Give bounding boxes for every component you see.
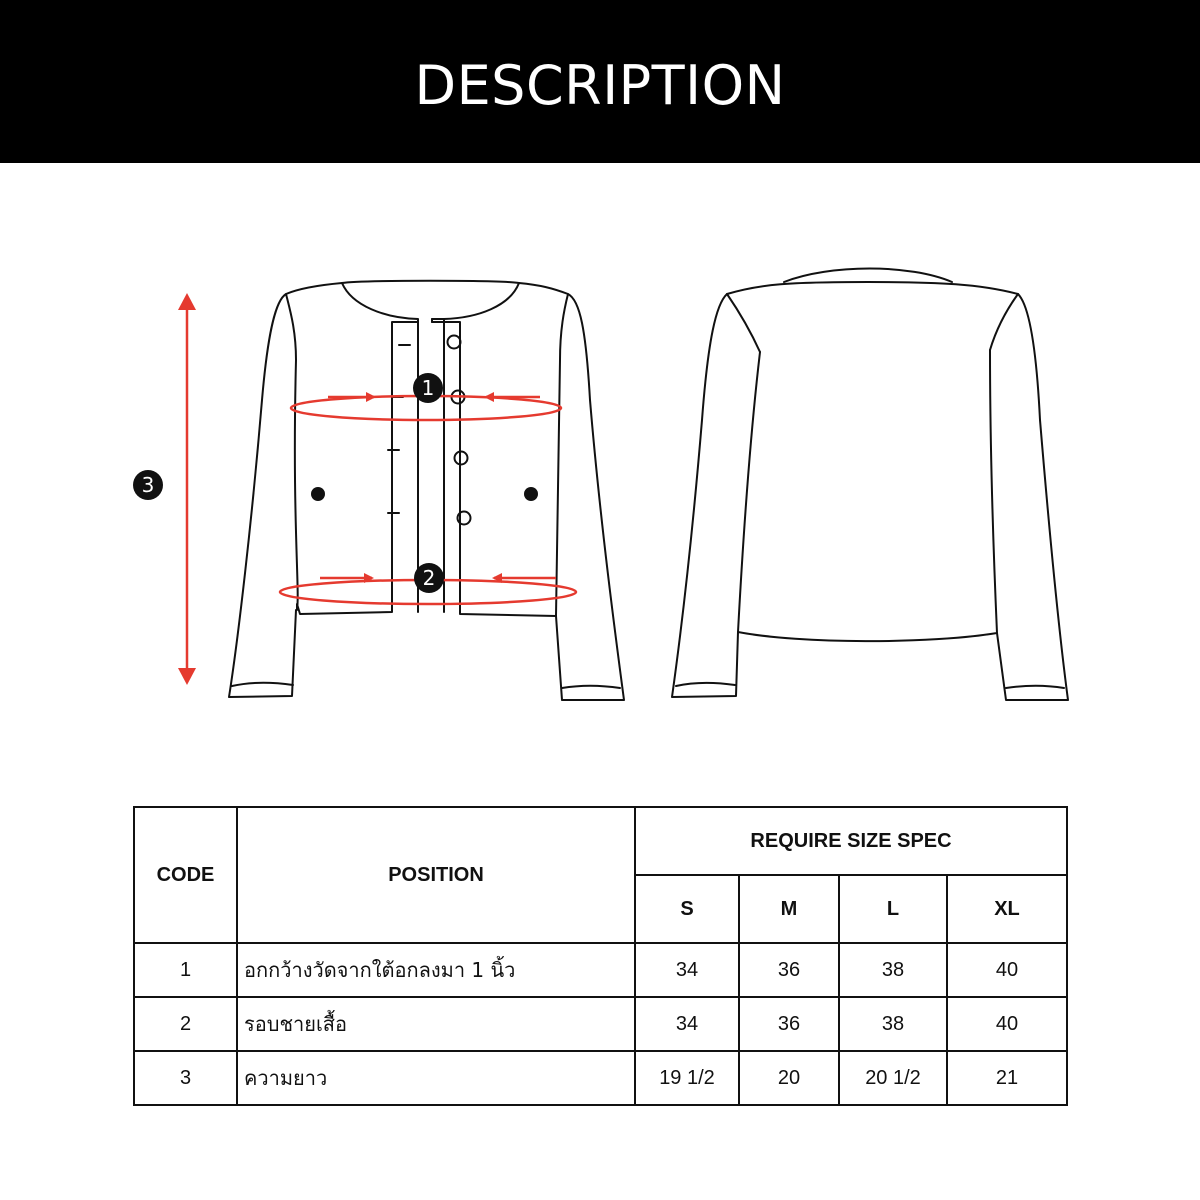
row-value-l: 38 xyxy=(839,997,947,1051)
front-right-sleeve xyxy=(556,294,624,700)
jacket-diagram xyxy=(0,163,1200,803)
row-position: รอบชายเสื้อ xyxy=(237,997,635,1051)
header-size-spec: REQUIRE SIZE SPEC xyxy=(635,807,1067,875)
table-row xyxy=(134,943,1067,997)
table-row xyxy=(134,997,1067,1051)
header-size-m: M xyxy=(739,875,839,943)
back-collar xyxy=(784,269,952,283)
svg-text:3: 3 xyxy=(141,473,155,497)
svg-text:1: 1 xyxy=(421,376,435,400)
pocket-dot-left xyxy=(311,487,325,501)
button-icon xyxy=(448,336,461,349)
row-value-xl: 40 xyxy=(947,943,1067,997)
back-left-sleeve xyxy=(672,294,738,697)
marker-hem xyxy=(414,563,444,593)
back-view xyxy=(672,269,1068,701)
table-row xyxy=(134,1051,1067,1105)
back-shoulder xyxy=(727,282,1018,294)
row-position: ความยาว xyxy=(237,1051,635,1105)
front-view xyxy=(229,281,624,700)
row-code: 3 xyxy=(134,1051,237,1105)
row-position: อกกว้างวัดจากใต้อกลงมา 1 นิ้ว xyxy=(237,943,635,997)
row-value-s: 34 xyxy=(635,997,739,1051)
header-code: CODE xyxy=(134,807,237,943)
marker-chest xyxy=(413,373,443,403)
row-value-s: 34 xyxy=(635,943,739,997)
header-size-l: L xyxy=(839,875,947,943)
row-value-m: 36 xyxy=(739,997,839,1051)
row-value-l: 20 1/2 xyxy=(839,1051,947,1105)
row-value-xl: 21 xyxy=(947,1051,1067,1105)
header-size-s: S xyxy=(635,875,739,943)
svg-text:2: 2 xyxy=(422,566,436,590)
row-value-s: 19 1/2 xyxy=(635,1051,739,1105)
row-code: 1 xyxy=(134,943,237,997)
back-right-sleeve xyxy=(997,294,1068,700)
pocket-dot-right xyxy=(524,487,538,501)
front-left-sleeve xyxy=(229,294,296,697)
page-title: DESCRIPTION xyxy=(414,54,786,117)
front-right-panel xyxy=(432,283,568,616)
header-size-xl: XL xyxy=(947,875,1067,943)
front-collar xyxy=(342,281,519,283)
row-value-xl: 40 xyxy=(947,997,1067,1051)
header-bar xyxy=(0,0,1200,163)
row-value-l: 38 xyxy=(839,943,947,997)
size-spec-table xyxy=(133,806,1068,1106)
row-value-m: 20 xyxy=(739,1051,839,1105)
row-value-m: 36 xyxy=(739,943,839,997)
back-body xyxy=(738,350,997,641)
row-code: 2 xyxy=(134,997,237,1051)
header-position: POSITION xyxy=(237,807,635,943)
front-left-panel xyxy=(286,283,418,614)
marker-length xyxy=(133,470,163,500)
